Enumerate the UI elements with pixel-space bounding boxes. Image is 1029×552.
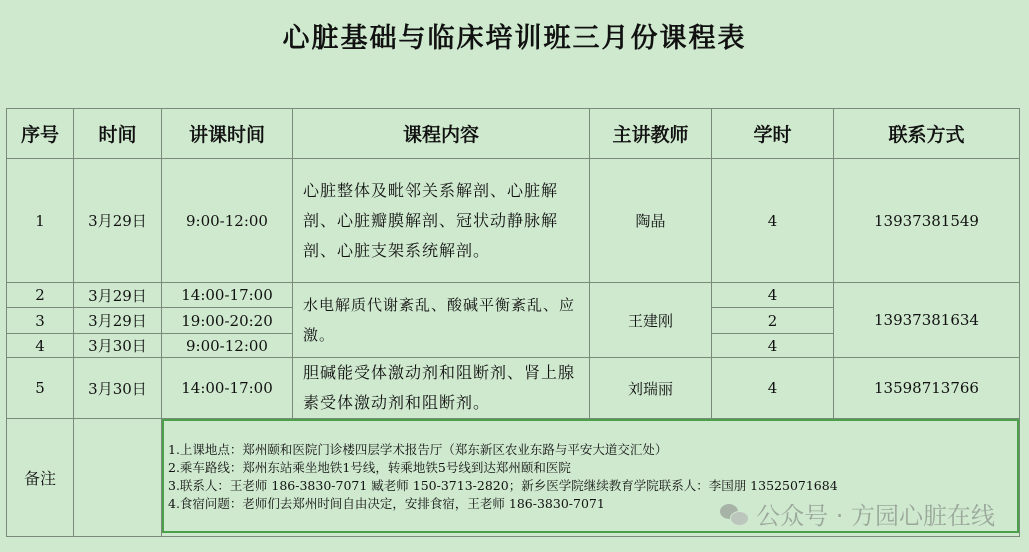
page-title: 心脏基础与临床培训班三月份课程表 <box>282 22 747 54</box>
row-date: 3月29日 <box>74 283 162 308</box>
row-hours: 4 <box>712 358 834 419</box>
row-date: 3月30日 <box>74 358 162 419</box>
header-teacher: 主讲教师 <box>590 109 712 159</box>
header-hours: 学时 <box>712 109 834 159</box>
notes-spacer <box>74 419 162 537</box>
header-row <box>7 109 1020 159</box>
note-line: 4.食宿问题：老师们去郑州时间自由决定，安排食宿，王老师 186-3830-7071 <box>168 496 605 511</box>
note-line: 2.乘车路线：郑州东站乘坐地铁1号线，转乘地铁5号线到达郑州颐和医院 <box>168 460 571 475</box>
schedule-table <box>6 108 1020 537</box>
row-time: 9:00-12:00 <box>162 159 293 283</box>
watermark-text: 公众号 · 方园心脏在线 <box>756 502 995 530</box>
row-no: 5 <box>7 358 74 419</box>
row-time: 14:00-17:00 <box>162 358 293 419</box>
row-contact: 13598713766 <box>834 358 1020 419</box>
row-date: 3月30日 <box>74 334 162 358</box>
row-hours: 2 <box>712 308 834 334</box>
header-date: 时间 <box>74 109 162 159</box>
row-date: 3月29日 <box>74 159 162 283</box>
watermark <box>720 496 995 531</box>
row-time: 19:00-20:20 <box>162 308 293 334</box>
header-contact: 联系方式 <box>834 109 1020 159</box>
header-no: 序号 <box>7 109 74 159</box>
row-hours: 4 <box>712 159 834 283</box>
header-time: 讲课时间 <box>162 109 293 159</box>
row-teacher: 刘瑞丽 <box>590 358 712 419</box>
header-content: 课程内容 <box>293 109 590 159</box>
row-content: 胆碱能受体激动剂和阻断剂、肾上腺素受体激动剂和阻断剂。 <box>293 358 590 419</box>
row-teacher: 陶晶 <box>590 159 712 283</box>
note-line: 3.联系人：王老师 186-3830-7071 臧老师 150-3713-2820；新乡医学院继续教育学院联系人：李国朋 13525071684 <box>168 478 838 493</box>
notes-label: 备注 <box>7 419 74 537</box>
row-hours: 4 <box>712 334 834 358</box>
wechat-icon <box>720 502 748 526</box>
note-line: 1.上课地点：郑州颐和医院门诊楼四层学术报告厅（郑东新区农业东路与平安大道交汇处） <box>168 442 668 457</box>
table-row <box>7 358 1020 419</box>
row-content: 水电解质代谢紊乱、酸碱平衡紊乱、应激。 <box>293 283 590 358</box>
row-contact: 13937381549 <box>834 159 1020 283</box>
row-teacher: 王建刚 <box>590 283 712 358</box>
row-content: 心脏整体及毗邻关系解剖、心脏解剖、心脏瓣膜解剖、冠状动静脉解剖、心脏支架系统解剖。 <box>293 159 590 283</box>
row-date: 3月29日 <box>74 308 162 334</box>
table-row <box>7 159 1020 283</box>
row-contact: 13937381634 <box>834 283 1020 358</box>
row-time: 9:00-12:00 <box>162 334 293 358</box>
table-row <box>7 283 1020 308</box>
row-no: 4 <box>7 334 74 358</box>
row-no: 2 <box>7 283 74 308</box>
row-no: 3 <box>7 308 74 334</box>
row-hours: 4 <box>712 283 834 308</box>
row-time: 14:00-17:00 <box>162 283 293 308</box>
row-no: 1 <box>7 159 74 283</box>
